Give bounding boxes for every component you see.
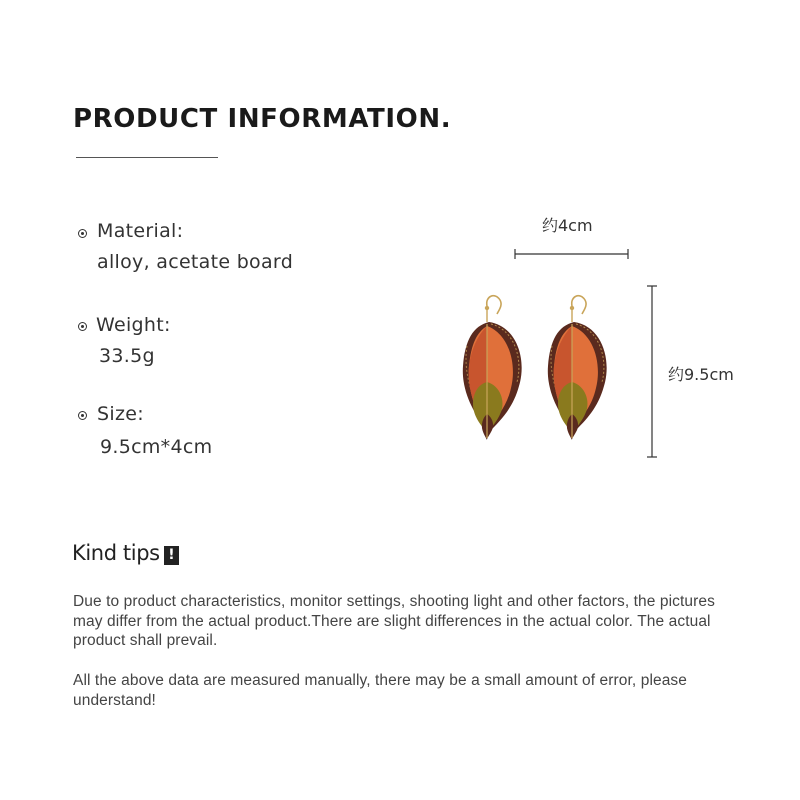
size-value: 9.5cm*4cm (100, 436, 213, 458)
weight-label: Weight: (96, 314, 171, 336)
kind-tips-title: Kind tips (72, 541, 160, 565)
size-label: Size: (97, 403, 144, 425)
tips-paragraph-color: Due to product characteristics, monitor settings, shooting light and other factors, the pictures may differ from the actual product.There are slight differences in the actual color. The actual product shall prevail. (73, 593, 715, 649)
weight-value: 33.5g (99, 345, 155, 367)
exclamation-icon: ! (164, 546, 179, 565)
material-label: Material: (97, 220, 184, 242)
page-title: PRODUCT INFORMATION. (73, 104, 452, 134)
tips-paragraph-measurement: All the above data are measured manually, there may be a small amount of error, please understand! (73, 672, 687, 709)
height-dimension-label: 约9.5cm (668, 365, 734, 384)
right-earring (548, 296, 607, 440)
width-dimension-label: 约4cm (542, 216, 593, 235)
material-value: alloy, acetate board (97, 251, 294, 273)
width-dimension-line (515, 249, 628, 259)
left-earring (463, 296, 522, 440)
height-dimension-line (647, 286, 657, 457)
